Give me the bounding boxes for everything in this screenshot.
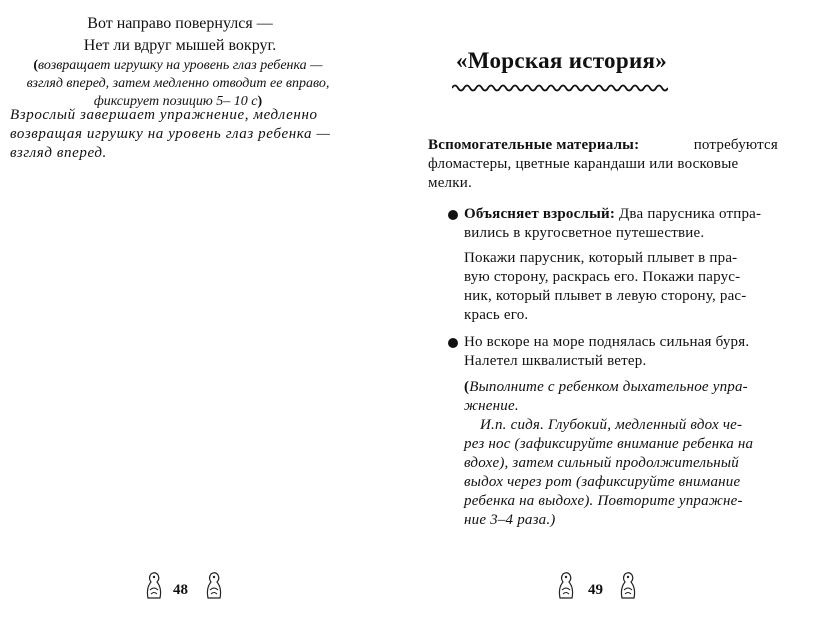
instruction-line-2: взгляд вперед, затем медленно отводит ее вправо, bbox=[26, 76, 330, 91]
paragraph2-line-1: Покажи парусник, который плывет в пра- bbox=[464, 250, 738, 266]
paragraph2-line-4: крась его. bbox=[464, 307, 529, 323]
paragraph2-line-3: ник, который плывет в левую сторону, рас- bbox=[464, 288, 747, 304]
materials-line-3: мелки. bbox=[428, 175, 472, 191]
instruction-line-1: (возвращает игрушку на уровень глаз ребенка — bbox=[33, 58, 323, 73]
left-page bbox=[0, 0, 380, 622]
section-title: «Морская история» bbox=[456, 48, 668, 73]
adult-line-3: взгляд вперед. bbox=[10, 145, 107, 161]
wavy-underline bbox=[452, 82, 668, 94]
page-number: 49 bbox=[588, 582, 603, 598]
exercise-line-1: (Выполните с ребенком дыхательное упра- bbox=[464, 379, 748, 395]
exercise-line-6: выдох через рот (зафиксируйте внимание bbox=[464, 474, 741, 490]
materials-line-2: фломастеры, цветные карандаши или восковые bbox=[428, 156, 739, 172]
page-number: 48 bbox=[173, 582, 188, 598]
ornament-figure-icon bbox=[202, 568, 226, 602]
bullet2-line-2: Налетел шквалистый ветер. bbox=[464, 353, 647, 369]
bullet1-line-2: вились в кругосветное путешествие. bbox=[464, 225, 705, 241]
adult-line-2: возвращая игрушку на уровень глаз ребенка — bbox=[10, 126, 331, 142]
poem-line-2: Нет ли вдруг мышей вокруг. bbox=[83, 37, 277, 54]
materials-line-1: Вспомогательные материалы: потребуются bbox=[428, 137, 778, 153]
bullet1-line-1: Объясняет взрослый: Два парусника отпра- bbox=[464, 206, 762, 222]
exercise-line-3: И.п. сидя. Глубокий, медленный вдох че- bbox=[480, 417, 743, 433]
exercise-line-7: ребенка на выдохе). Повторите упражне- bbox=[464, 493, 743, 509]
ornament-figure-icon bbox=[616, 568, 640, 602]
poem-line-1: Вот направо повернулся — bbox=[87, 15, 273, 32]
bullet-dot bbox=[448, 210, 458, 220]
exercise-line-2: жнение. bbox=[464, 398, 519, 414]
instruction-line-3: фиксирует позицию 5– 10 с) bbox=[93, 94, 263, 109]
bullet-dot bbox=[448, 338, 458, 348]
ornament-figure-icon bbox=[142, 568, 166, 602]
adult-line-1: Взрослый завершает упражнение, медленно bbox=[10, 107, 318, 123]
paragraph2-line-2: вую сторону, раскрась его. Покажи парус- bbox=[464, 269, 741, 285]
bullet2-line-1: Но вскоре на море поднялась сильная буря. bbox=[464, 334, 750, 350]
ornament-figure-icon bbox=[554, 568, 578, 602]
exercise-line-4: рез нос (зафиксируйте внимание ребенка на bbox=[464, 436, 754, 452]
exercise-line-8: ние 3–4 раза.) bbox=[464, 512, 556, 528]
right-page bbox=[408, 0, 816, 622]
exercise-line-5: вдохе), затем сильный продолжительный bbox=[464, 455, 739, 471]
